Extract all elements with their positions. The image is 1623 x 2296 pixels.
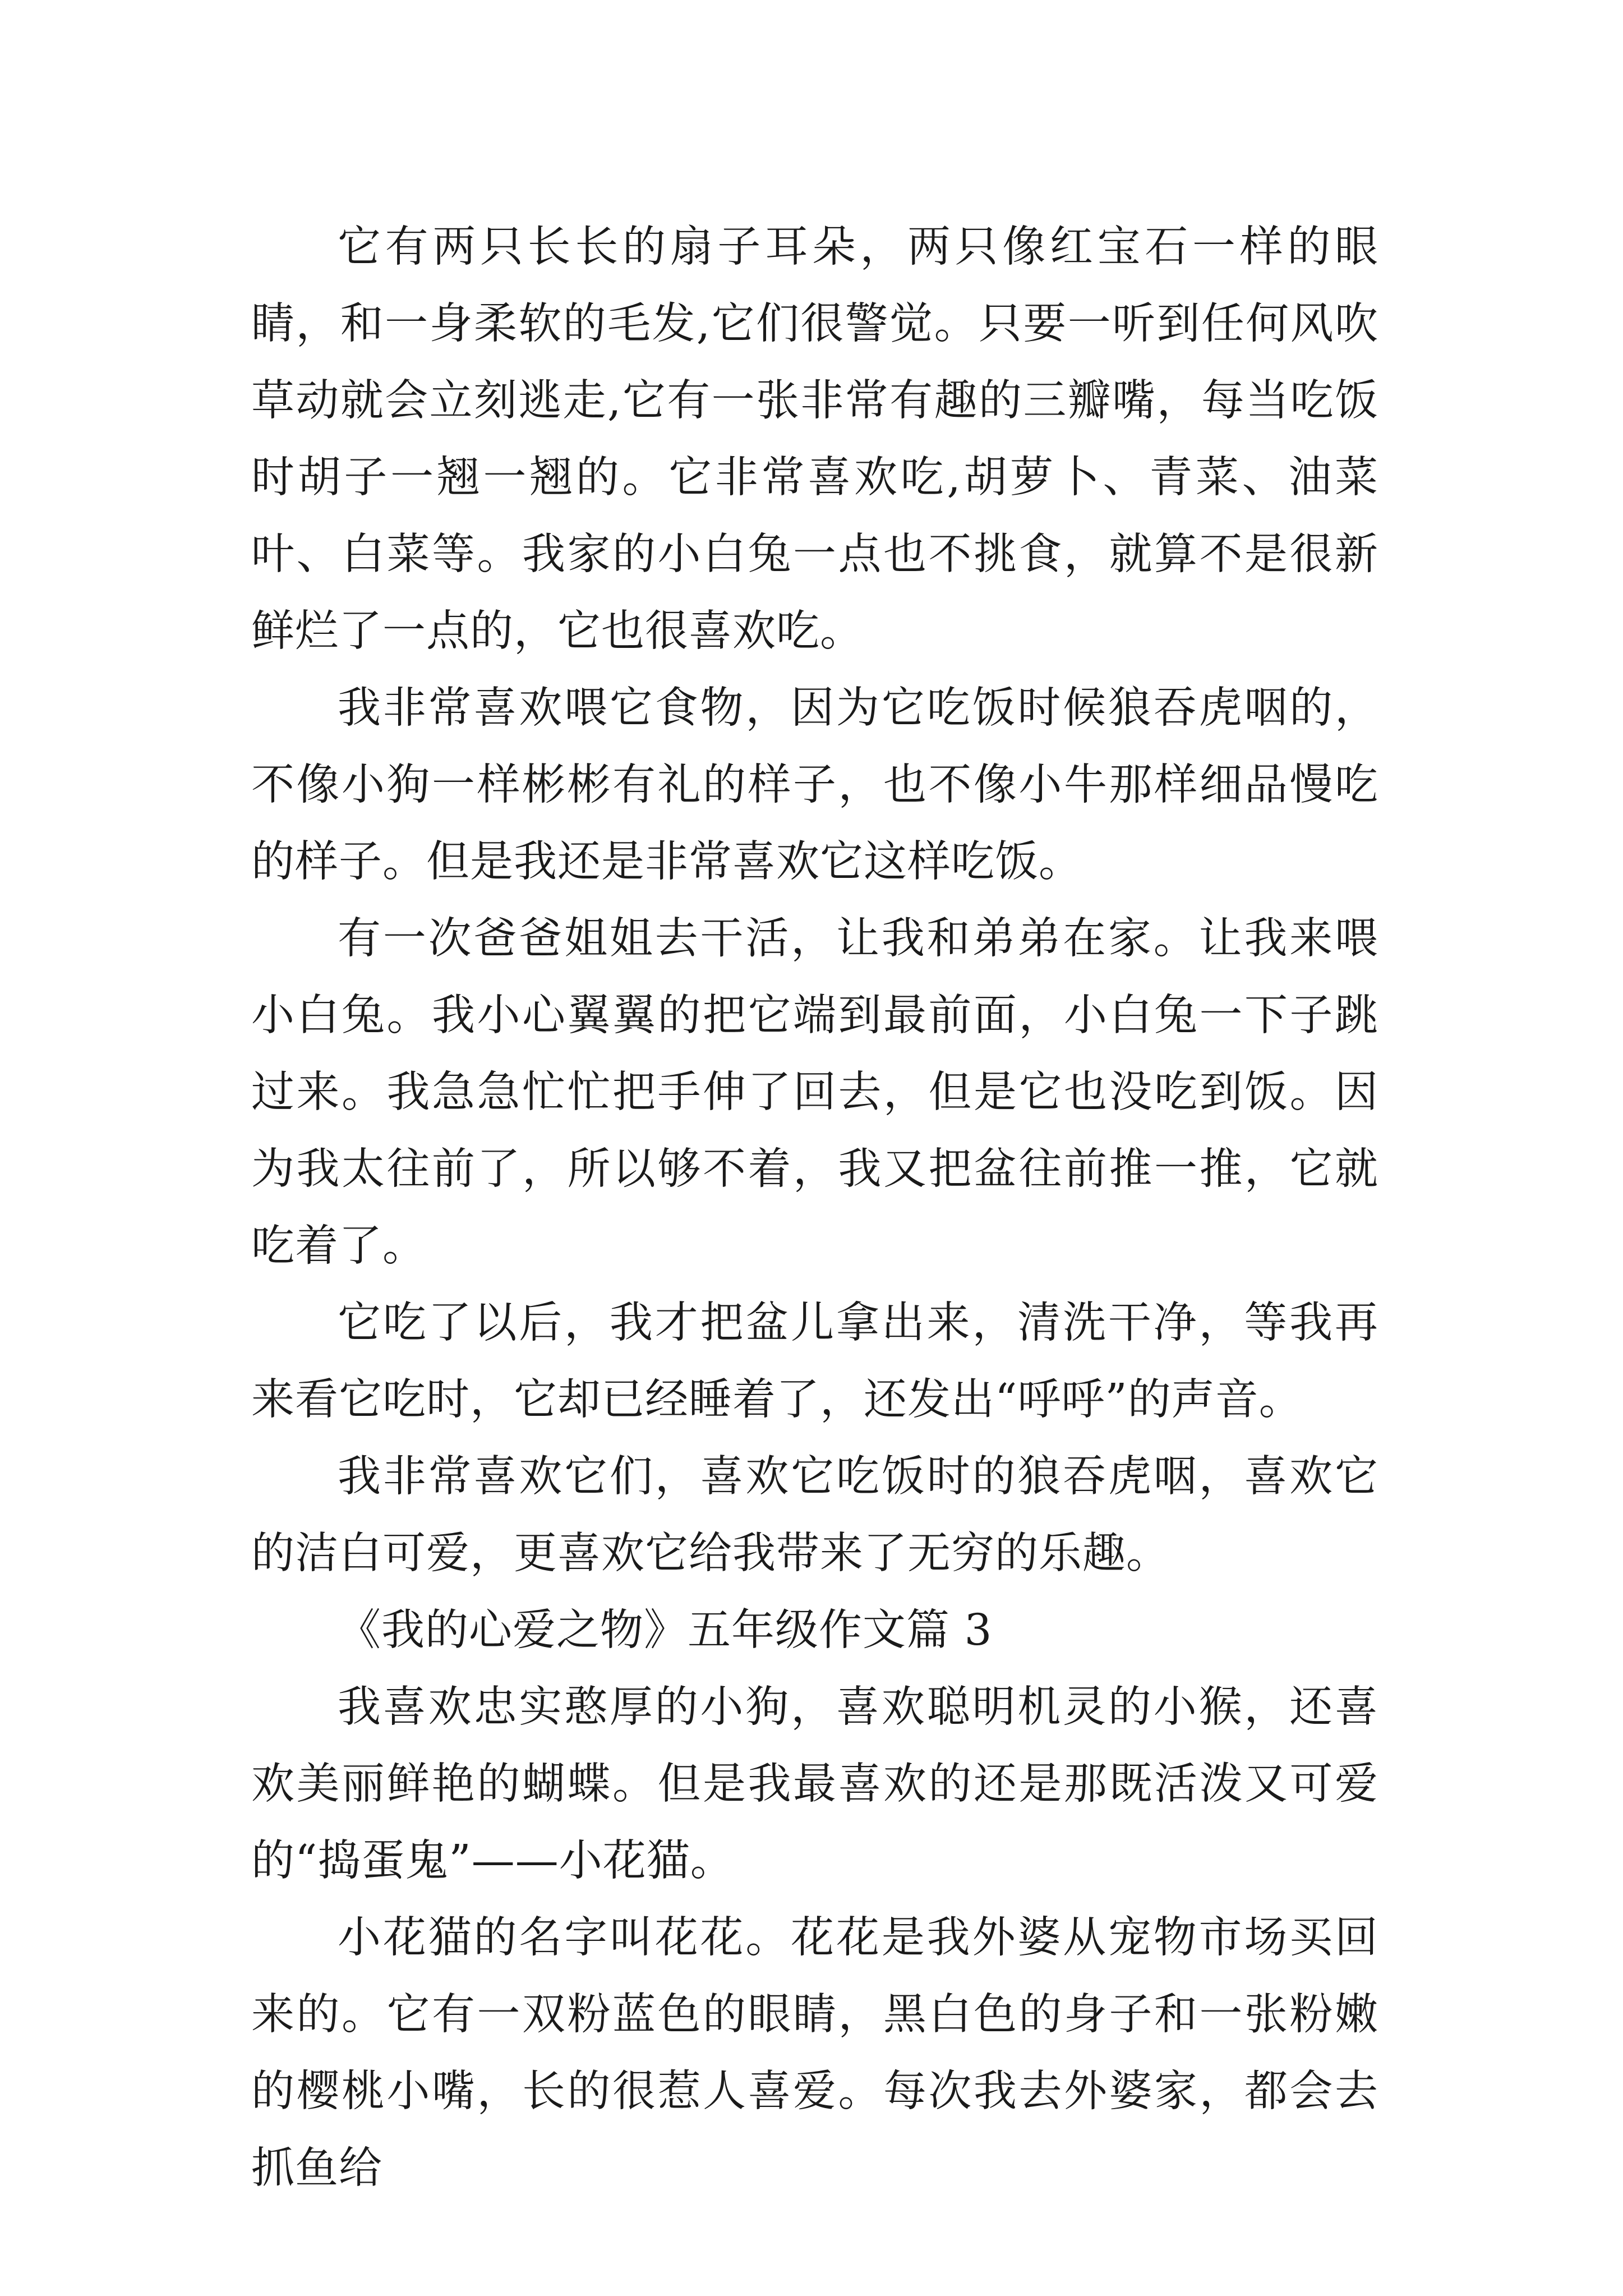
document-page [251, 209, 1378, 2207]
paragraph-5: 我非常喜欢它们，喜欢它吃饭时的狼吞虎咽，喜欢它的洁白可爱，更喜欢它给我带来了无穷的乐趣。 [251, 1452, 1378, 1579]
paragraph-1: 它有两只长长的扇子耳朵，两只像红宝石一样的眼睛，和一身柔软的毛发,它们很警觉。只要一听到任何风吹草动就会立刻逃走,它有一张非常有趣的三瓣嘴，每当吃饭时胡子一翘一翘的。它非常喜欢吃,胡萝卜、青菜、油菜叶、白菜等。我家的小白兔一点也不挑食，就算不是很新鲜烂了一点的，它也很喜欢吃。 [251, 222, 1378, 656]
section-heading: 《我的心爱之物》五年级作文篇 3 [338, 1605, 993, 1655]
paragraph-6: 我喜欢忠实憨厚的小狗，喜欢聪明机灵的小猴，还喜欢美丽鲜艳的蝴蝶。但是我最喜欢的还是那既活泼又可爱的“捣蛋鬼”——小花猫。 [251, 1682, 1378, 1886]
paragraph-2: 我非常喜欢喂它食物，因为它吃饭时候狼吞虎咽的，不像小狗一样彬彬有礼的样子，也不像小牛那样细品慢吃的样子。但是我还是非常喜欢它这样吃饭。 [251, 683, 1378, 887]
paragraph-3: 有一次爸爸姐姐去干活，让我和弟弟在家。让我来喂小白兔。我小心翼翼的把它端到最前面，小白兔一下子跳过来。我急急忙忙把手伸了回去，但是它也没吃到饭。因为我太往前了，所以够不着，我又把盆往前推一推，它就吃着了。 [251, 914, 1378, 1271]
paragraph-7: 小花猫的名字叫花花。花花是我外婆从宠物市场买回来的。它有一双粉蓝色的眼睛，黑白色的身子和一张粉嫩的樱桃小嘴，长的很惹人喜爱。每次我去外婆家，都会去抓鱼给 [251, 1913, 1378, 2193]
paragraph-4: 它吃了以后，我才把盆儿拿出来，清洗干净，等我再来看它吃时，它却已经睡着了，还发出“呼呼”的声音。 [251, 1298, 1378, 1425]
